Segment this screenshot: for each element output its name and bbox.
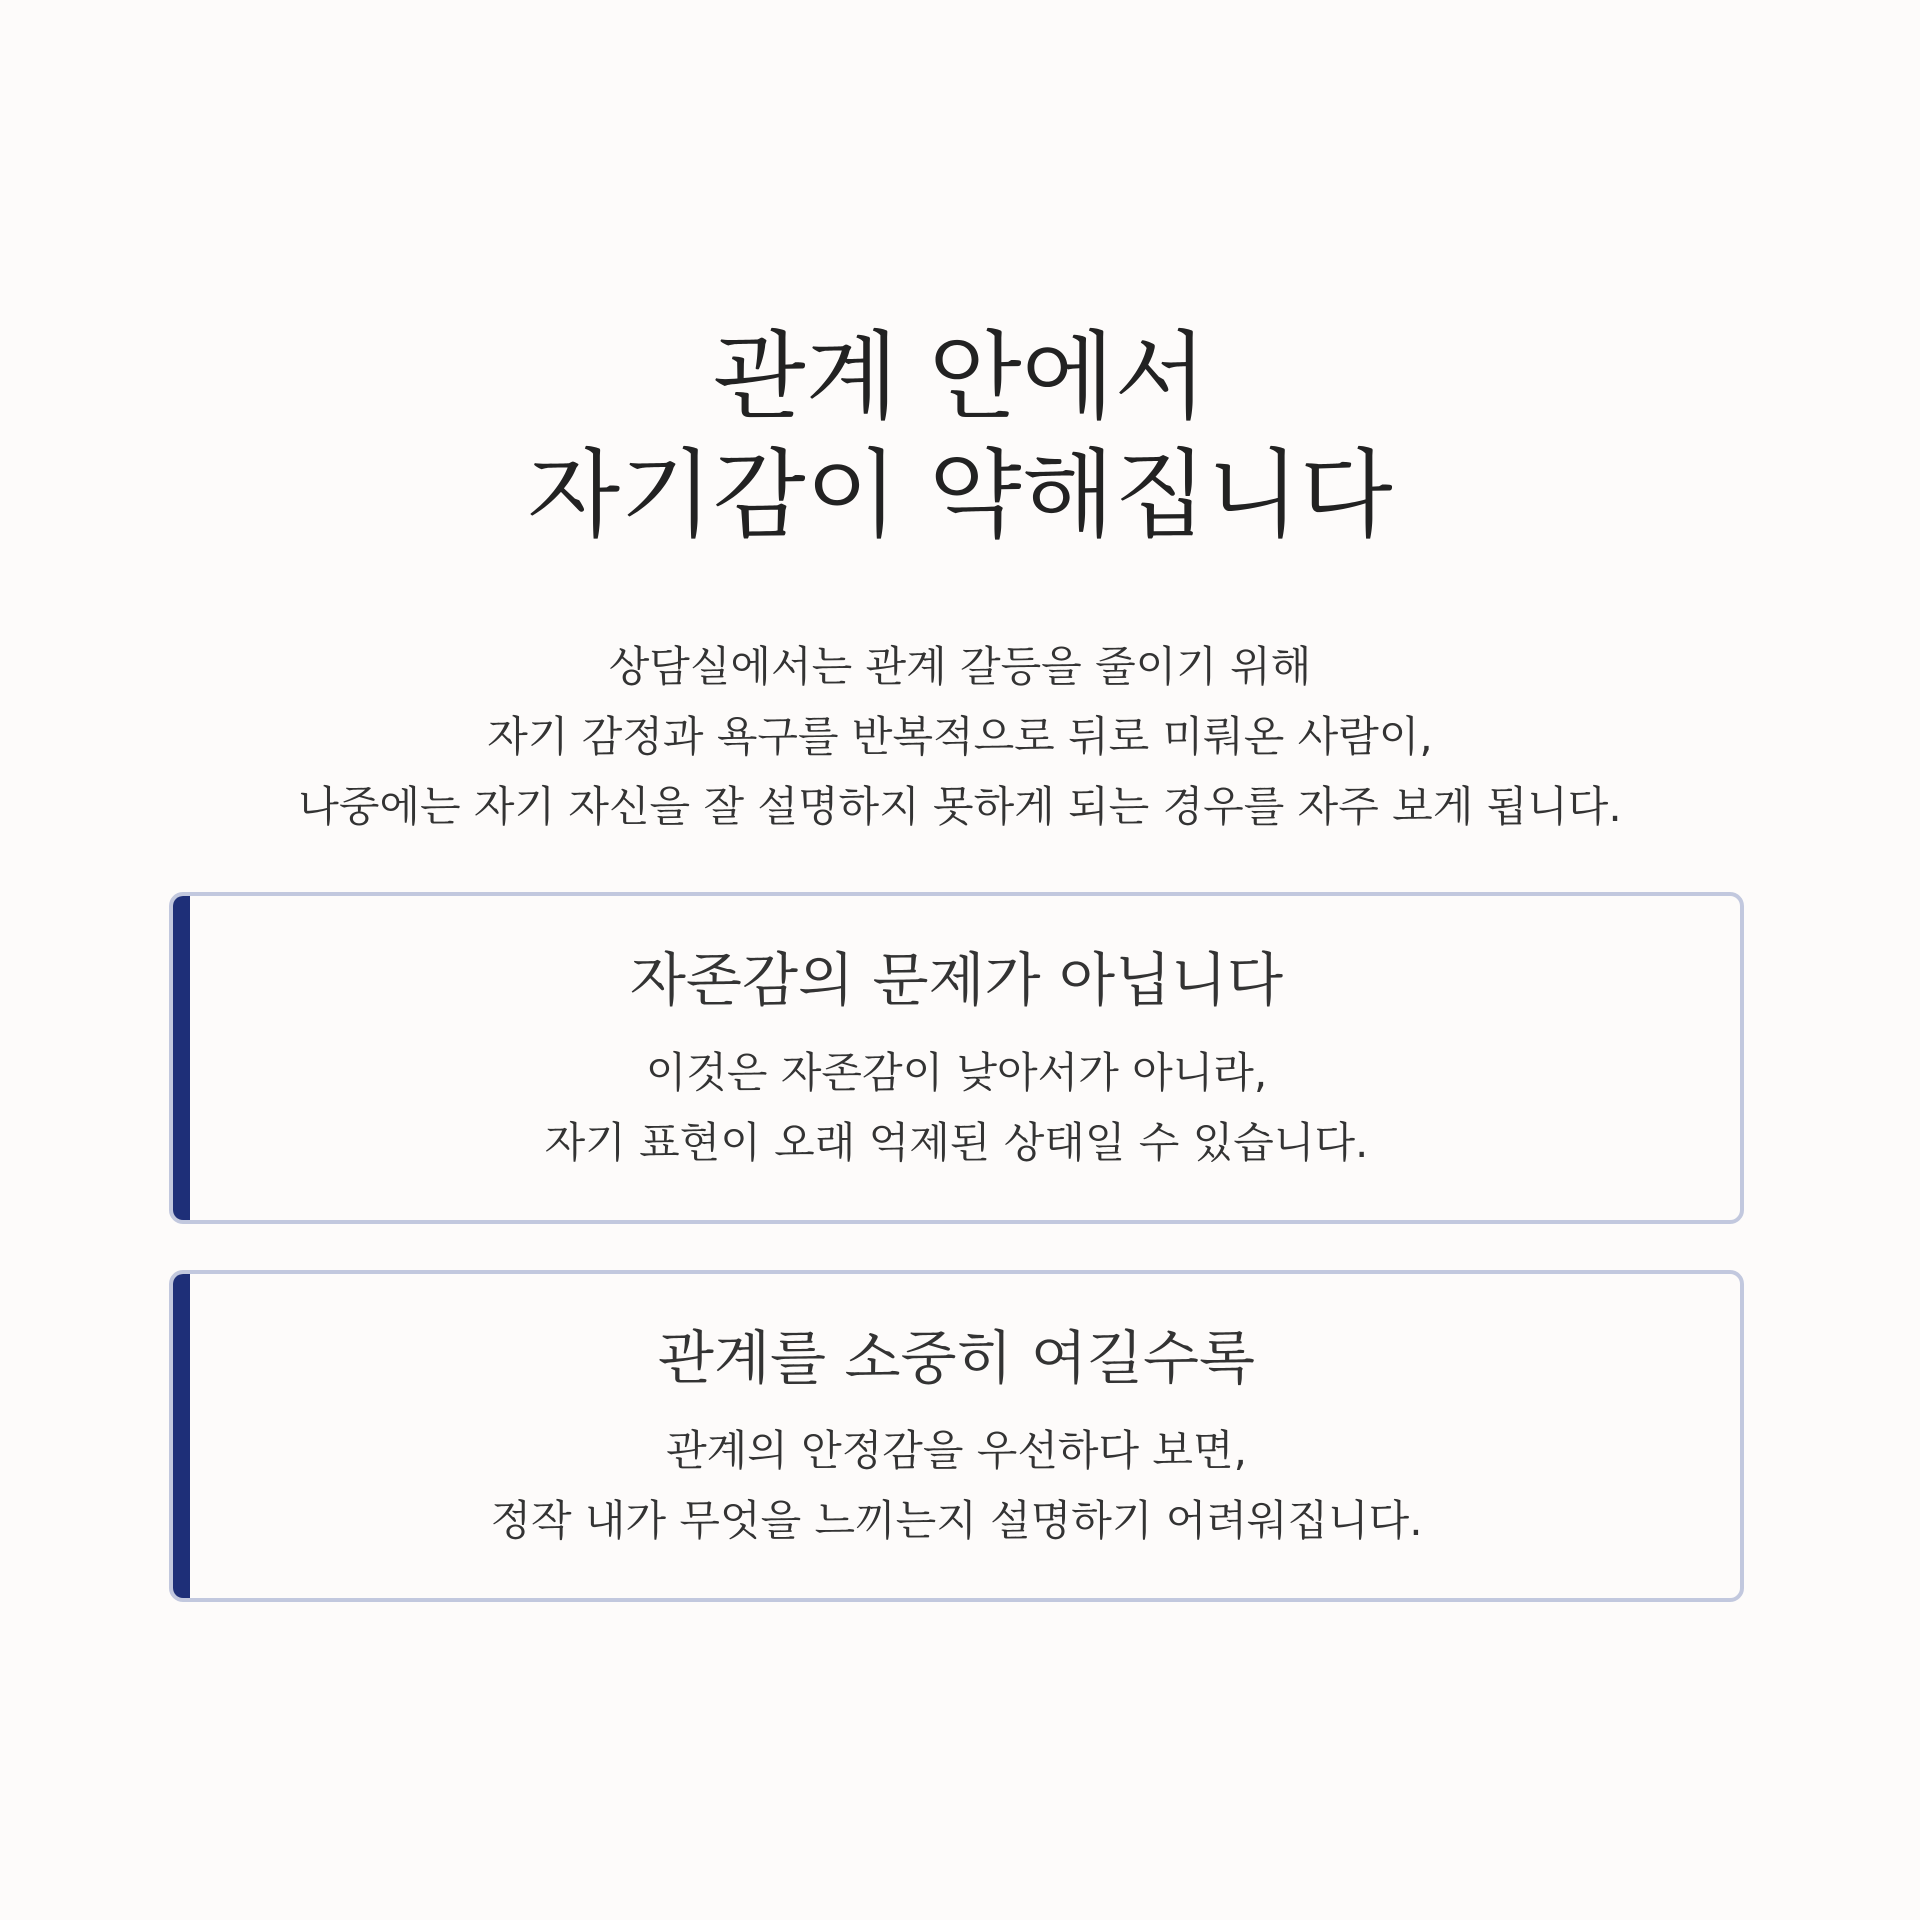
card-body <box>173 1038 1740 1178</box>
intro-line-1: 상담실에서는 관계 갈등을 줄이기 위해 <box>608 642 1312 691</box>
card-body-line-2: 정작 내가 무엇을 느끼는지 설명하기 어려워집니다. <box>490 1496 1423 1545</box>
card-body-line-1: 이것은 자존감이 낮아서가 아니라, <box>645 1048 1268 1097</box>
card-title: 관계를 소중히 여길수록 <box>657 1324 1256 1392</box>
card-body-line-1: 관계의 안정감을 우선하다 보면, <box>666 1426 1247 1475</box>
info-card-self-esteem <box>169 892 1744 1224</box>
card-body-line-2: 자기 표현이 오래 억제된 상태일 수 있습니다. <box>544 1118 1369 1167</box>
headline <box>0 318 1920 554</box>
intro-line-2: 자기 감정과 욕구를 반복적으로 뒤로 미뤄온 사람이, <box>487 712 1433 761</box>
intro-paragraph <box>0 632 1920 842</box>
intro-line-3: 나중에는 자기 자신을 잘 설명하지 못하게 되는 경우를 자주 보게 됩니다. <box>298 782 1622 831</box>
card-body <box>173 1416 1740 1556</box>
card-title: 자존감의 문제가 아닙니다 <box>629 946 1284 1014</box>
headline-line-2: 자기감이 약해집니다 <box>527 439 1393 551</box>
headline-line-1: 관계 안에서 <box>712 321 1208 433</box>
info-card-relationship <box>169 1270 1744 1602</box>
